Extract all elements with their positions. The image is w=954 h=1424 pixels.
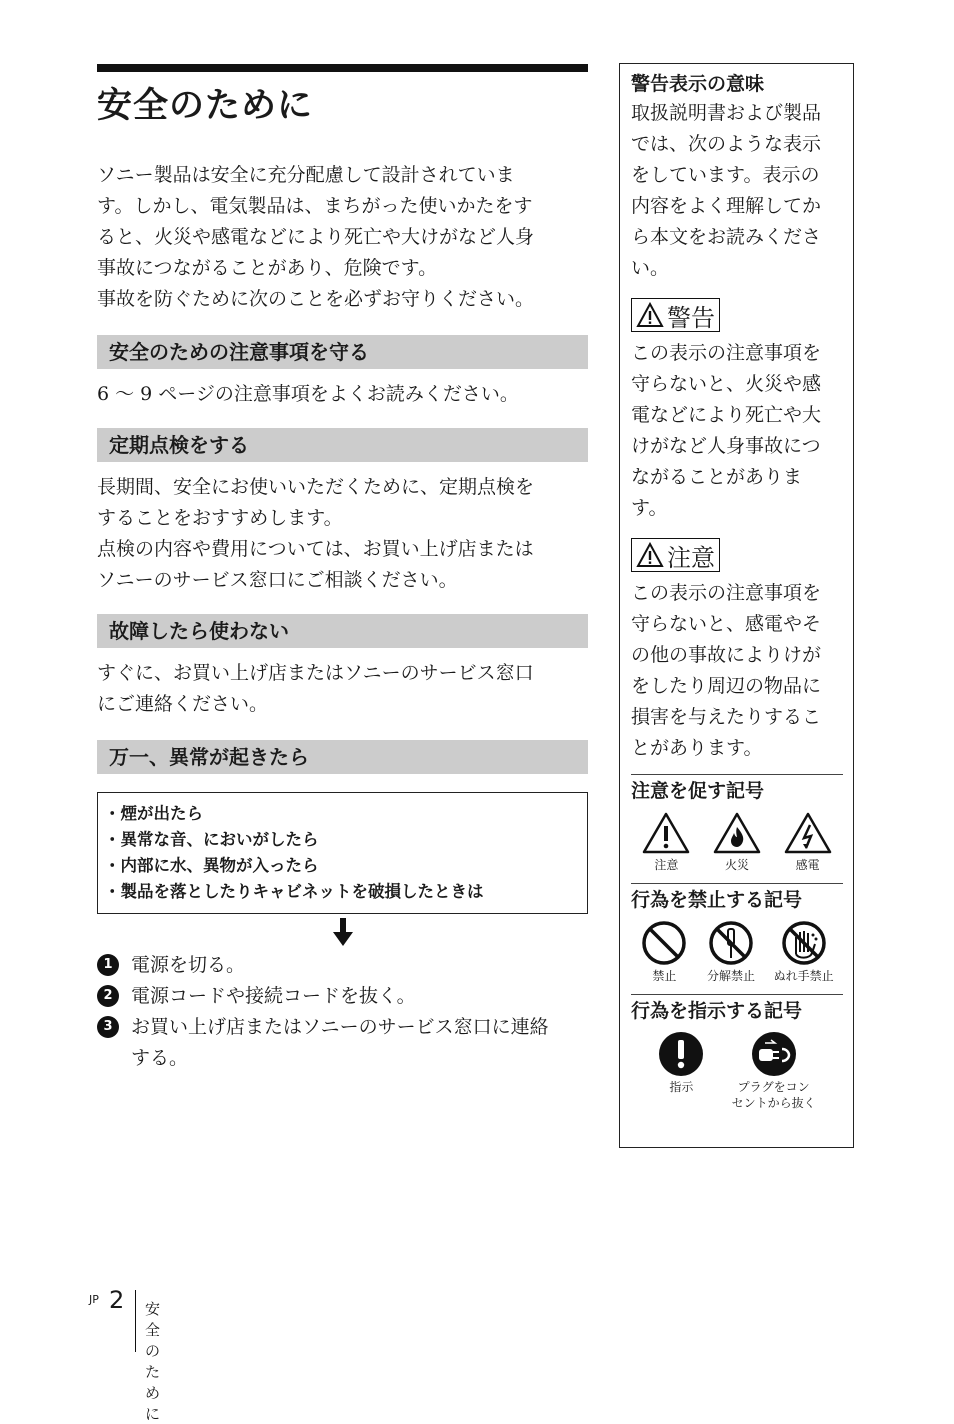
page-number: 2 [109,1286,125,1314]
legend-line: この表示の注意事項を [631,582,822,604]
unplug-icon [751,1031,797,1077]
page-title: 安全のために [97,86,314,126]
caution-label [631,538,720,572]
step-number-icon: 1 [97,954,119,976]
legend-line: ら本文をお読みくださ [631,226,822,248]
list-item: ・煙が出たら [104,804,203,823]
no-wet-hands-icon [780,920,828,966]
legend-line: 守らないと、感電やそ [631,613,822,635]
section-4 [97,740,588,1074]
legend-line: の他の事故によりけが [631,644,822,666]
list-item: ・製品を落としたりキャビネットを破損したときは [104,882,484,901]
symbol-unplug [732,1031,816,1111]
section-line: 6 ～ 9 ページの注意事項をよくお読みください。 [97,383,519,405]
instruct-symbols-section [631,994,843,1111]
caution-label-text: 注意 [667,543,715,572]
step-number-icon: 3 [97,1016,119,1038]
footer-title: 安全のために [145,1300,161,1423]
symbol-label: 感電 [795,858,820,872]
section-3 [97,614,588,720]
legend-line: す。 [631,497,668,519]
intro-line: 事故を防ぐために次のことを必ずお守りください。 [97,288,535,310]
legend-heading: 警告表示の意味 [631,73,765,95]
prohibit-symbols-section [631,883,843,984]
step-number-icon: 2 [97,985,119,1007]
step-item [97,950,588,981]
legend-line: 内容をよく理解してか [631,195,822,217]
legend-line: をしています。表示の [631,164,820,186]
intro-line: ソニー製品は安全に充分配慮して設計されていま [97,164,515,186]
intro-paragraph [97,160,588,315]
step-text: お買い上げ店またはソニーのサービス窓口に連絡 [131,1016,549,1038]
list-item: ・内部に水、異物が入ったら [104,856,319,875]
prohibited-icon [640,920,688,966]
warning-triangle-icon [636,302,664,328]
symbol-label: ぬれ手禁止 [773,969,834,983]
symbol-prohibited [640,920,688,984]
legend-intro [631,98,843,284]
step-text: 電源を切る。 [131,954,246,976]
warning-label-text: 警告 [667,303,715,332]
legend-line: とがあります。 [631,737,763,759]
title-rule [97,64,588,72]
warning-legend-panel [619,63,854,1148]
legend-line: 取扱説明書および製品 [631,102,822,124]
section-line: すぐに、お買い上げ店またはソニーのサービス窓口 [97,662,534,684]
legend-line: い。 [631,257,670,279]
symbol-label: 注意 [654,858,679,872]
symbols-heading: 注意を促す記号 [631,780,765,802]
symbol-instruction [658,1031,704,1111]
legend-line: 電などにより死亡や大 [631,404,822,426]
section-heading: 故障したら使わない [97,614,588,648]
footer-divider [135,1290,136,1352]
main-column [97,64,588,1074]
footer-language: JP [89,1293,99,1306]
legend-line: では、次のような表示 [631,133,822,155]
step-text: する。 [131,1047,189,1069]
symbol-caution [641,811,691,873]
section-line: にご連絡ください。 [97,693,269,715]
step-item [97,981,588,1012]
section-heading: 定期点検をする [97,428,588,462]
warning-label [631,298,720,332]
section-heading: 安全のための注意事項を守る [97,335,588,369]
symbols-heading: 行為を指示する記号 [631,1000,803,1022]
legend-line: この表示の注意事項を [631,342,822,364]
no-disassembly-icon [707,920,755,966]
list-item: ・異常な音、においがしたら [104,830,319,849]
symbol-label: 火災 [724,858,749,872]
symbol-label: 指示 [669,1080,694,1094]
legend-line: けがなど人身事故につ [631,435,821,457]
symbols-heading: 行為を禁止する記号 [631,889,803,911]
step-text: 電源コードや接続コードを抜く。 [131,985,416,1007]
symbol-no-wet-hands [774,920,834,984]
symbol-label: 分解禁止 [706,969,755,983]
caution-triangle-icon [636,542,664,568]
instruction-icon [658,1031,704,1077]
electric-shock-icon [783,811,833,855]
symbol-label: プラグをコン セントから抜く [731,1080,816,1110]
symbol-electric-shock [783,811,833,873]
attention-symbols-section [631,774,843,873]
symbol-no-disassembly [707,920,755,984]
legend-line: をしたり周辺の物品に [631,675,822,697]
fire-icon [712,811,762,855]
section-line: 長期間、安全にお使いいただくために、定期点検を [97,476,535,498]
step-item [97,1012,588,1074]
caution-icon [641,811,691,855]
section-line: することをおすすめします。 [97,507,343,529]
legend-line: 守らないと、火災や感 [631,373,822,395]
intro-line: す。しかし、電気製品は、まちがった使いかたをす [97,195,533,217]
section-line: 点検の内容や費用については、お買い上げ店または [97,538,534,560]
abnormal-conditions-box [97,792,588,914]
section-1 [97,335,588,410]
warning-description [631,338,843,524]
caution-description [631,578,843,764]
symbol-label: 禁止 [652,969,677,983]
section-line: ソニーのサービス窓口にご相談ください。 [97,569,458,591]
symbol-fire [712,811,762,873]
legend-line: ながることがありま [631,466,803,488]
section-heading: 万一、異常が起きたら [97,740,588,774]
intro-line: 事故につながることがあり、危険です。 [97,257,438,279]
section-2 [97,428,588,596]
intro-line: ると、火災や感電などにより死亡や大けがなど人身 [97,226,535,248]
down-arrow-icon [97,918,588,948]
legend-line: 損害を与えたりするこ [631,706,822,728]
